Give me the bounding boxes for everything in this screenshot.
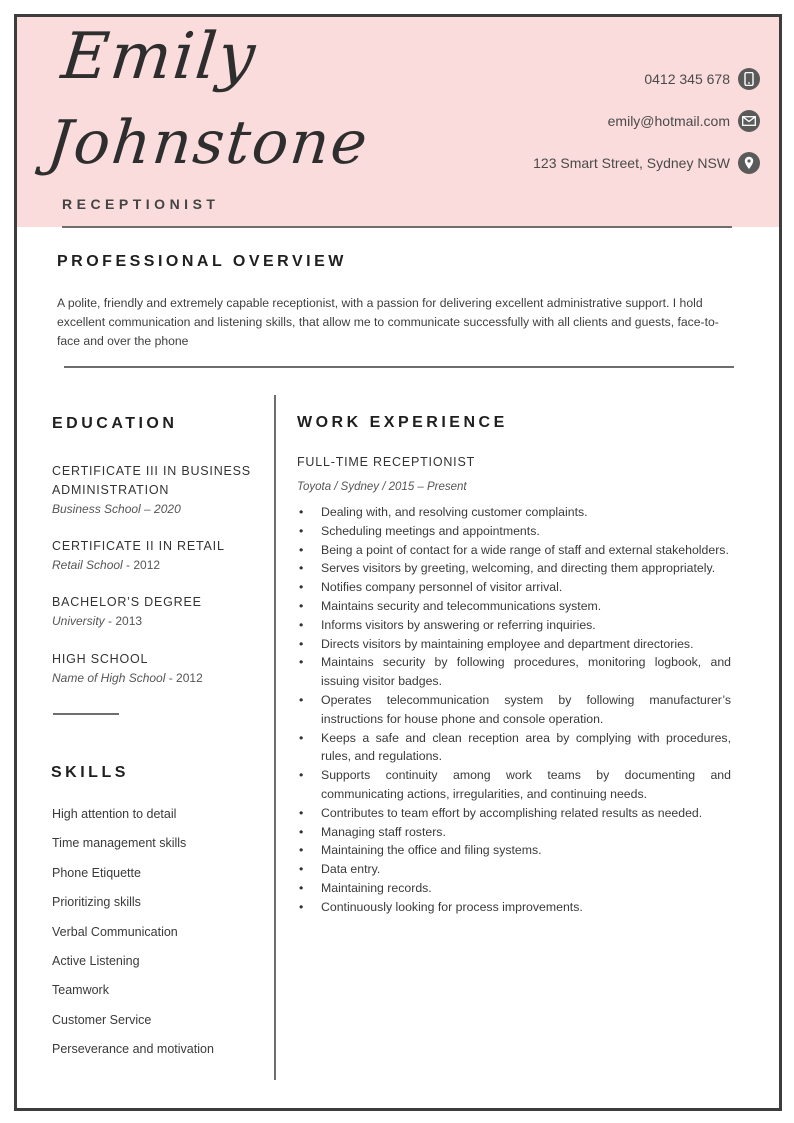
education-title: CERTIFICATE III IN BUSINESS ADMINISTRATION: [52, 464, 251, 497]
duty-item: • Keeps a safe and clean reception area by complying with procedures, rules, and regulations.: [297, 729, 731, 767]
skill-item: Customer Service: [52, 1012, 152, 1027]
duty-item: • Managing staff rosters.: [297, 823, 731, 842]
education-title: CERTIFICATE II IN RETAIL: [52, 539, 225, 553]
duty-item: • Informs visitors by answering or referring inquiries.: [297, 616, 731, 635]
overview-text: A polite, friendly and extremely capable receptionist, with a passion for delivering excellent administrative support. I hold excellent communication and listening skills, that allow me to communicate successfully with all clients and guests, face-to-face and over the phone: [57, 296, 719, 348]
education-heading: EDUCATION: [52, 415, 178, 432]
header-divider: [62, 226, 732, 228]
duty-item: • Maintaining records.: [297, 879, 731, 898]
phone-icon: [738, 68, 760, 90]
skill-item: Teamwork: [52, 983, 109, 998]
first-name: Emily: [58, 20, 261, 94]
education-item: [52, 593, 262, 631]
duty-item: • Notifies company personnel of visitor arrival.: [297, 578, 731, 597]
job-company: Toyota / Sydney / 2015 – Present: [297, 481, 467, 493]
duty-item: • Operates telecommunication system by following manufacturer’s instructions for house phone and console operation.: [297, 691, 731, 729]
job-role: FULL-TIME RECEPTIONIST: [297, 455, 476, 469]
education-school: Business School – 2020: [52, 502, 181, 516]
job-title: RECEPTIONIST: [62, 196, 220, 212]
duty-item: • Supports continuity among work teams by documenting and communicating actions, irregularities, and continuing needs.: [297, 766, 731, 804]
duty-item: • Scheduling meetings and appointments.: [297, 522, 731, 541]
education-item: [52, 650, 262, 688]
education-school: University - 2013: [52, 614, 143, 628]
address-text: 123 Smart Street, Sydney NSW: [533, 155, 730, 171]
overview-heading: PROFESSIONAL OVERVIEW: [57, 253, 347, 270]
contact-address: [533, 152, 760, 174]
column-divider: [274, 395, 276, 1080]
skill-item: Perseverance and motivation: [52, 1042, 214, 1057]
last-name: Johnstone: [44, 108, 373, 178]
email-text: emily@hotmail.com: [607, 113, 730, 129]
duty-item: • Maintains security and telecommunications system.: [297, 597, 731, 616]
skill-item: Verbal Communication: [52, 924, 178, 939]
duty-item: • Contributes to team effort by accomplishing related results as needed.: [297, 804, 731, 823]
education-school: Retail School - 2012: [52, 558, 161, 572]
education-title: HIGH SCHOOL: [52, 652, 149, 666]
experience-heading: WORK EXPERIENCE: [297, 414, 508, 431]
skills-heading: SKILLS: [51, 764, 129, 781]
duty-item: • Dealing with, and resolving customer complaints.: [297, 503, 731, 522]
education-item: [52, 537, 262, 575]
section-divider: [64, 366, 734, 368]
skills-list: [52, 803, 214, 1068]
skill-item: High attention to detail: [52, 807, 177, 821]
contact-phone: [644, 68, 760, 90]
skill-item: Active Listening: [52, 953, 140, 968]
location-pin-icon: [738, 152, 760, 174]
education-title: BACHELOR’S DEGREE: [52, 595, 202, 609]
duty-item: • Serves visitors by greeting, welcoming, and directing them appropriately.: [297, 559, 731, 578]
duty-item: • Data entry.: [297, 860, 731, 879]
email-icon: [738, 110, 760, 132]
education-divider: [53, 713, 119, 715]
skill-item: Time management skills: [52, 836, 187, 851]
skill-item: Prioritizing skills: [52, 895, 141, 910]
duty-item: • Maintains security by following procedures, monitoring logbook, and issuing visitor badges.: [297, 653, 731, 691]
duty-item: • Being a point of contact for a wide range of staff and external stakeholders.: [297, 541, 731, 560]
education-item: [52, 462, 262, 519]
duties-list: [297, 503, 731, 917]
duty-item: • Directs visitors by maintaining employee and department directories.: [297, 635, 731, 654]
duty-item: • Maintaining the office and filing systems.: [297, 841, 731, 860]
phone-text: 0412 345 678: [644, 71, 730, 87]
skill-item: Phone Etiquette: [52, 865, 141, 880]
education-school: Name of High School - 2012: [52, 671, 203, 685]
duty-item: • Continuously looking for process improvements.: [297, 898, 731, 917]
contact-email: [608, 110, 760, 132]
